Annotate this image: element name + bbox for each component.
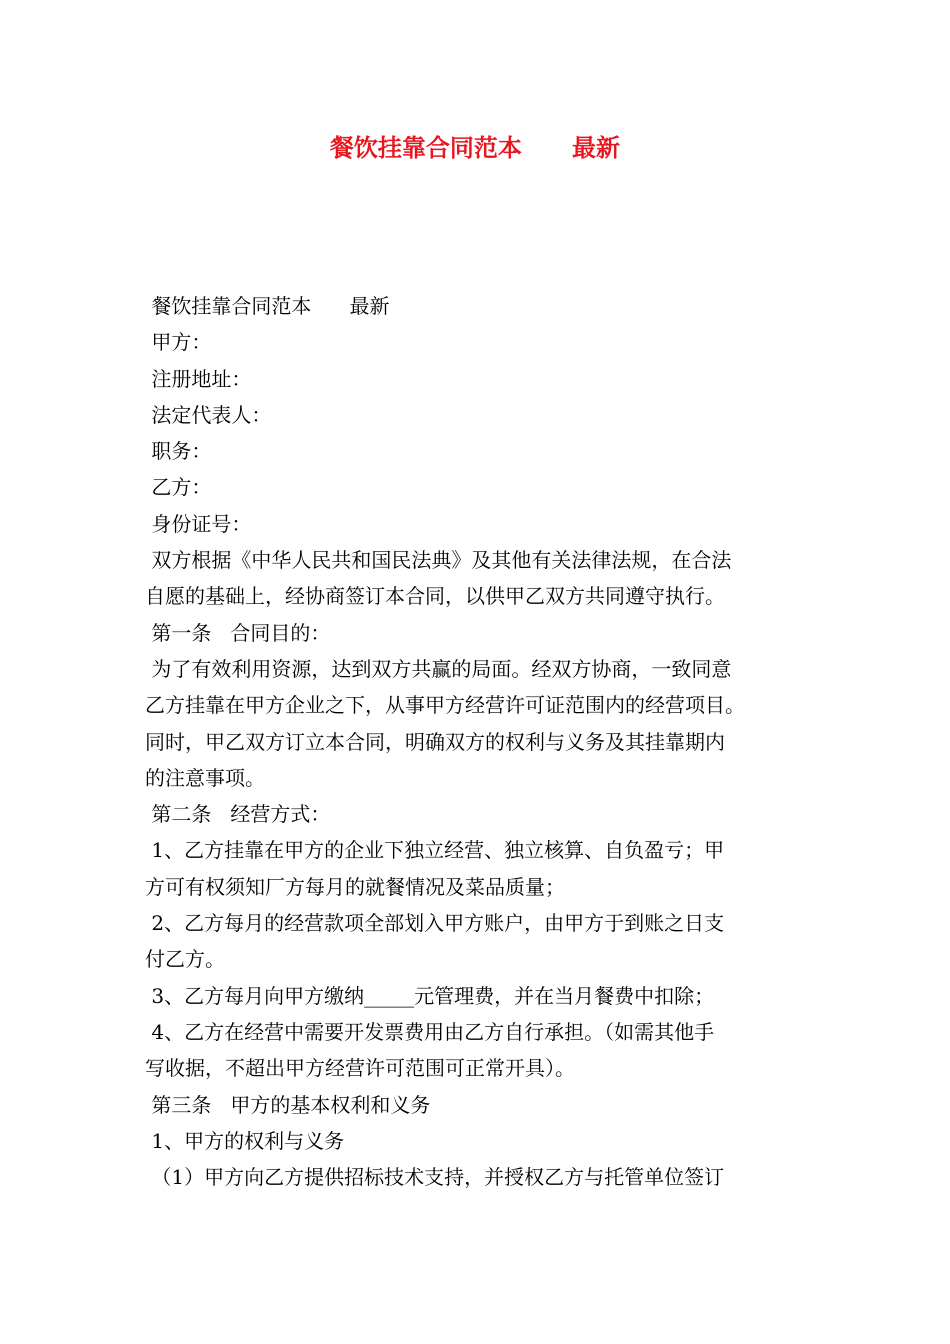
section-heading: 第三条 甲方的基本权利和义务 bbox=[145, 1092, 431, 1117]
text-line: 的注意事项。 bbox=[145, 765, 265, 790]
text-line: 甲方： bbox=[145, 330, 212, 355]
text-line: 法定代表人： bbox=[145, 402, 272, 427]
document-title: 餐饮挂靠合同范本 最新 bbox=[329, 133, 621, 162]
text-line: 方可有权须知厂方每月的就餐情况及菜品质量； bbox=[145, 874, 565, 899]
text-line: 职务： bbox=[145, 439, 212, 464]
text-line: 3、乙方每月向甲方缴纳_____元管理费，并在当月餐费中扣除； bbox=[145, 983, 715, 1008]
text-line: 付乙方。 bbox=[145, 947, 225, 972]
text-line: 同时，甲乙双方订立本合同，明确双方的权利与义务及其挂靠期内 bbox=[145, 729, 725, 754]
text-line: 写收据，不超出甲方经营许可范围可正常开具）。 bbox=[145, 1056, 575, 1081]
text-line: 餐饮挂靠合同范本 最新 bbox=[145, 294, 390, 318]
text-line: 2、乙方每月的经营款项全部划入甲方账户，由甲方于到账之日支 bbox=[145, 911, 725, 936]
document-body bbox=[145, 288, 815, 1195]
section-heading: 第一条 合同目的： bbox=[145, 620, 331, 645]
text-line: 双方根据《中华人民共和国民法典》及其他有关法律法规，在合法 bbox=[145, 548, 732, 573]
text-line: 乙方挂靠在甲方企业之下，从事甲方经营许可证范围内的经营项目。 bbox=[145, 693, 745, 718]
text-line: 自愿的基础上，经协商签订本合同，以供甲乙双方共同遵守执行。 bbox=[145, 584, 725, 609]
text-line: 乙方： bbox=[145, 475, 212, 500]
text-line: 身份证号： bbox=[145, 511, 252, 536]
text-line: 注册地址： bbox=[145, 366, 252, 391]
text-line: 为了有效利用资源，达到双方共赢的局面。经双方协商，一致同意 bbox=[145, 656, 732, 681]
text-line: （1）甲方向乙方提供招标技术支持，并授权乙方与托管单位签订 bbox=[145, 1165, 725, 1190]
text-line: 4、乙方在经营中需要开发票费用由乙方自行承担。（如需其他手 bbox=[145, 1019, 715, 1044]
text-line: 1、乙方挂靠在甲方的企业下独立经营、独立核算、自负盈亏；甲 bbox=[145, 838, 725, 863]
text-line: 1、甲方的权利与义务 bbox=[145, 1128, 345, 1153]
section-heading: 第二条 经营方式： bbox=[145, 802, 331, 827]
